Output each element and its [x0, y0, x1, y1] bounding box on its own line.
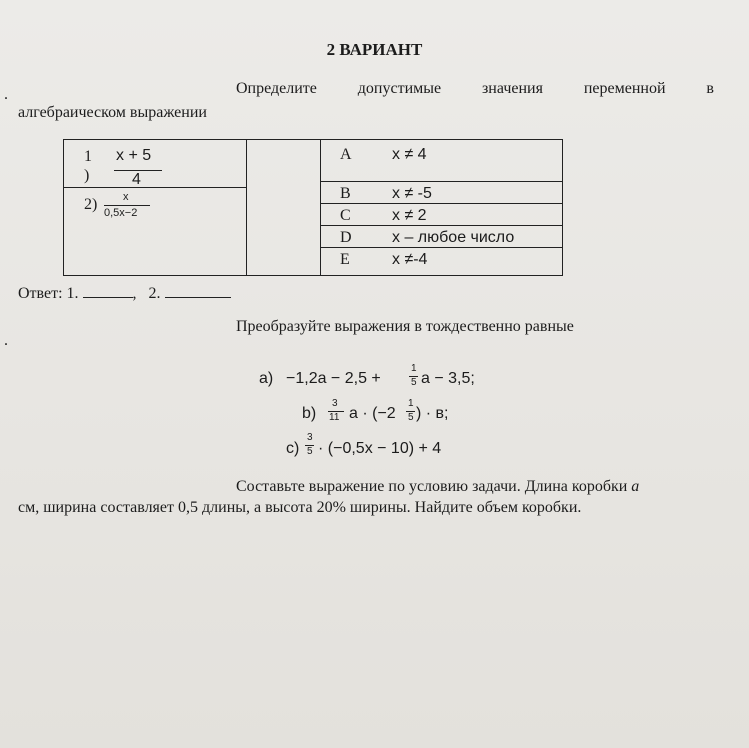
task1-line2: алгебраическом выражении [18, 104, 207, 121]
task1-word-1: Определите [236, 80, 317, 97]
answer-line [18, 285, 231, 303]
answer-label: Ответ: 1. [18, 285, 79, 302]
expression-a-frac-den: 5 [411, 377, 417, 388]
answer-blank-1[interactable] [83, 297, 133, 298]
table-divider [320, 140, 321, 275]
task3-line1-text: Составьте выражение по условию задачи. Длина коробки [236, 478, 628, 495]
expression-a-part2: a − 3,5; [421, 370, 475, 387]
task2-title: Преобразуйте выражения в тождественно равные [236, 318, 574, 335]
expression-a-label: a) [259, 370, 274, 387]
expression-c-label: c) [286, 440, 300, 457]
table-row-divider [320, 203, 562, 204]
option-text-a: x ≠ 4 [392, 146, 427, 163]
variant-title: 2 ВАРИАНТ [326, 40, 423, 59]
option-text-b: x ≠ -5 [392, 185, 432, 202]
task1-word-3: значения [481, 80, 543, 97]
table-row-divider [320, 247, 562, 248]
table-row-divider [320, 225, 562, 226]
item1-numerator: x + 5 [116, 147, 152, 164]
option-text-d: x – любое число [392, 229, 515, 246]
item2-numerator: x [123, 191, 129, 203]
table-divider [246, 140, 247, 275]
task3-line2: см, ширина составляет 0,5 длины, а высота 20% ширины. Найдите объем коробки. [18, 499, 582, 516]
expression-c-frac-num: 3 [307, 432, 313, 443]
task1-word-5: в [706, 80, 714, 97]
item2-number: 2) [84, 196, 98, 213]
table-row-divider [64, 187, 246, 188]
item2-denominator: 0,5x−2 [104, 207, 138, 219]
bullet-dot-2: . [4, 332, 8, 349]
item2-fraction-bar [104, 205, 150, 206]
expression-a-frac-num: 1 [411, 363, 417, 374]
task1-word-2: допустимые [357, 80, 442, 97]
task1-line1 [236, 80, 714, 98]
item1-number: 1 [84, 148, 92, 165]
expression-c-frac-den: 5 [307, 446, 313, 457]
expression-b-mixed-num: 1 [408, 398, 414, 409]
matching-table [63, 139, 563, 276]
task3-variable: a [631, 478, 640, 495]
expression-b-label: b) [302, 405, 317, 422]
option-letter-a: A [340, 146, 352, 163]
option-letter-e: E [340, 251, 350, 268]
expression-b-mixed-den: 5 [408, 412, 414, 423]
table-row-divider [320, 181, 562, 182]
answer-separator: , [132, 285, 137, 302]
task1-word-4: переменной [583, 80, 666, 97]
item1-denominator: 4 [132, 171, 141, 188]
option-letter-c: C [340, 207, 351, 224]
task3-line1 [236, 478, 639, 496]
option-text-c: x ≠ 2 [392, 207, 427, 224]
expression-c-part1: · (−0,5x − 10) + 4 [318, 440, 442, 457]
expression-a-part1: −1,2a − 2,5 + [286, 370, 381, 387]
option-text-e: x ≠-4 [392, 251, 428, 268]
item1-paren: ) [84, 167, 90, 184]
expression-b-part1: a · (−2 [349, 405, 396, 422]
expression-b-frac-den: 11 [329, 412, 340, 423]
answer-second-label: 2. [148, 285, 161, 302]
option-letter-d: D [340, 229, 352, 246]
bullet-dot-1: . [4, 86, 8, 103]
answer-blank-2[interactable] [165, 297, 231, 298]
expression-b-part2: ) · в; [416, 405, 449, 422]
expression-b-frac-num: 3 [332, 398, 338, 409]
option-letter-b: B [340, 185, 351, 202]
